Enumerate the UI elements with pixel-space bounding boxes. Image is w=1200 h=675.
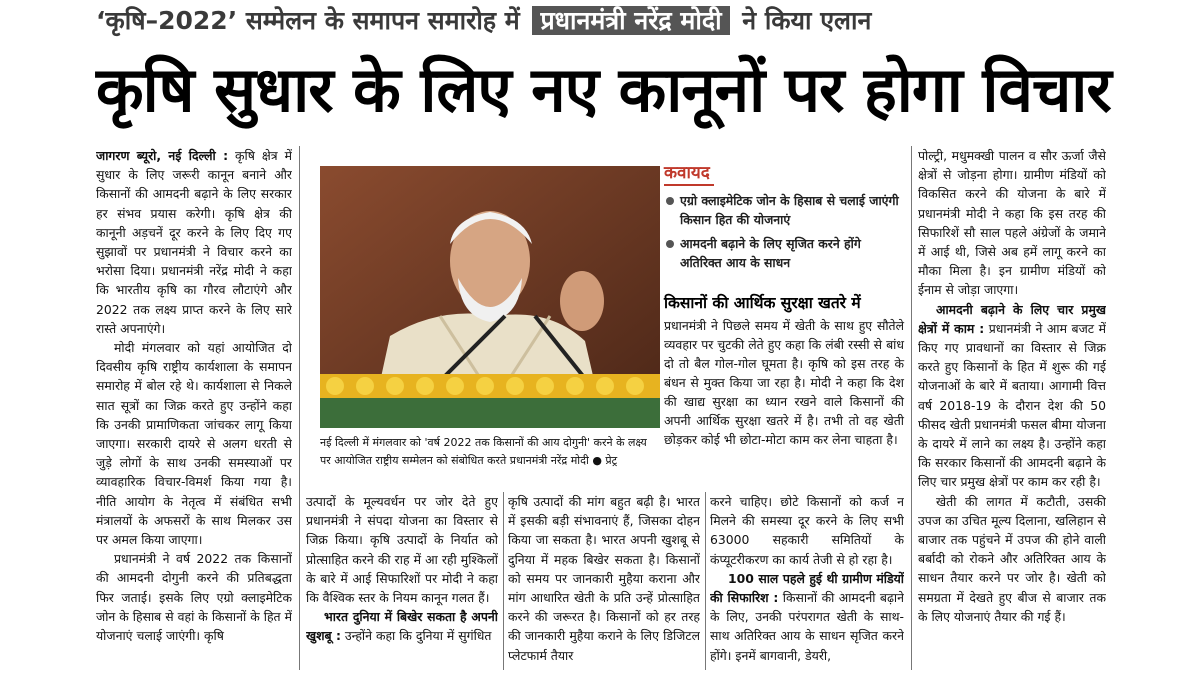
sidebox: [664, 162, 904, 278]
byline: जागरण ब्यूरो, नई दिल्ली :: [96, 148, 229, 163]
kicker-line: [96, 4, 1106, 38]
kicker-after: ने किया एलान: [742, 6, 872, 35]
col5-subhead: आमदनी बढ़ाने के लिए चार प्रमुख क्षेत्रों में काम :: [918, 301, 1106, 336]
col1-p1-text: कृषि क्षेत्र में सुधार के लिए जरूरी कानून बनाने और किसानों की आमदनी बढ़ाने के लिए सरकार हर संभव प्रयास करेगी। कृषि क्षेत्र की कानूनी अड़चनें दूर करने के लिए दिए गए सुझावों पर प्रधानमंत्री ने विचार करने का भरोसा दिया। प्रधानमंत्री नरेंद्र मोदी ने कहा कि भारतीय कृषि का गौरव लौटाएंगे और 2022 तक लक्ष्य प्राप्त करने के लिए सारे रास्ते अपनाएंगे।: [96, 148, 292, 336]
col5-p2-text: प्रधानमंत्री ने आम बजट में किए गए प्रावधानों का विस्तार से जिक्र करते हुए किसानों के हित में शुरू की गई योजनाओं के बारे में बताया। आगामी वित्त वर्ष 2018-19 के दौरान देश की 50 फीसद खेती प्रधानमंत्री फसल बीमा योजना के दायरे में लाने का लक्ष्य है। उन्होंने कहा कि सरकार किसानों की आमदनी बढ़ाने के लिए चार प्रमुख क्षेत्रों पर काम कर रही है।: [918, 320, 1106, 490]
column-3: [508, 492, 700, 672]
column-rule: [299, 146, 300, 670]
col4-p1: करने चाहिए। छोटे किसानों को कर्ज न मिलने की समस्या दूर करने के लिए सभी 63000 सहकारी समितियों के कंप्यूटरीकरण का कार्य तेजी से हो रहा है।: [710, 494, 904, 567]
column-rule: [705, 492, 706, 670]
column-rule: [911, 146, 912, 670]
inner-story-headline: किसानों की आर्थिक सुरक्षा खतरे में: [664, 294, 861, 312]
list-item: आमदनी बढ़ाने के लिए सृजित करने होंगे अतिरिक्त आय के साधन: [664, 235, 904, 272]
speaker-image: [320, 166, 660, 428]
headline: कृषि सुधार के लिए नए कानूनों पर होगा विचार: [96, 53, 1111, 126]
col2-subhead: भारत दुनिया में बिखेर सकता है अपनी खुशबू :: [306, 609, 498, 644]
col1-p3: प्रधानमंत्री ने वर्ष 2022 तक किसानों की आमदनी दोगुनी करने की प्रतिबद्धता फिर जताई। इसके लिए एग्रो क्लाइमेटिक जोन के हिसाब से वहां के किसानों के हित में योजनाएं चलाई जाएंगी। कृषि: [96, 551, 292, 644]
kicker-highlight: प्रधानमंत्री नरेंद्र मोदी: [532, 6, 729, 35]
col4-subhead: 100 साल पहले हुई थी ग्रामीण मंडियों की सिफारिश :: [710, 570, 904, 606]
sidebox-tag: कवायद: [664, 162, 714, 186]
column-5: [918, 146, 1106, 672]
kicker-before: ‘कृषि–2022’ सम्मेलन के समापन समारोह में: [96, 6, 520, 35]
column-4: [710, 492, 904, 672]
col5-p2: [918, 300, 1106, 492]
column-2: [306, 492, 498, 672]
col2-p2-text: उन्होंने कहा कि दुनिया में सुगंधित: [344, 628, 492, 644]
photo-caption: नई दिल्ली में मंगलवार को 'वर्ष 2022 तक किसानों की आय दोगुनी' करने के लक्ष्य पर आयोजित राष्ट्रीय सम्मेलन को संबोधित करते प्रधानमंत्री नरेंद्र मोदी ● प्रेट्र: [320, 436, 647, 467]
col3-p1: कृषि उत्पादों की मांग बहुत बढ़ी है। भारत में इसकी बड़ी संभावनाएं हैं, जिसका दोहन किया जा सकता है। भारत अपनी खुशबू से दुनिया में महक बिखेर सकता है। किसानों को समय पर जानकारी मुहैया कराना और मांग आधारित खेती के प्रति उन्हें प्रोत्साहित करने की जरूरत है। किसानों को हर तरह की जानकारी मुहैया कराने के लिए डिजिटल प्लेटफार्म तैयार: [508, 494, 700, 663]
col1-p1: [96, 146, 292, 338]
column-rule: [503, 492, 504, 670]
speech-photo: [320, 166, 660, 428]
col4-p2: [710, 569, 904, 665]
col2-p1: उत्पादों के मूल्यवर्धन पर जोर देते हुए प्रधानमंत्री ने संपदा योजना का विस्तार से जिक्र किया। कृषि उत्पादों के निर्यात को प्रोत्साहित करने की राह में आ रही मुश्किलों के बारे में आई सिफारिशों पर मोदी ने कहा कि वैश्विक स्तर के नियम कानून गलत हैं।: [306, 494, 498, 606]
list-item: एग्रो क्लाइमेटिक जोन के हिसाब से चलाई जाएंगी किसान हित की योजनाएं: [664, 192, 904, 229]
sidebox-list: [664, 192, 904, 272]
column-1: [96, 146, 292, 672]
inner-story-body: प्रधानमंत्री ने पिछले समय में खेती के साथ हुए सौतेले व्यवहार पर चुटकी लेते हुए कहा कि लंबी रस्सी से बांध दो तो बैल गोल-गोल घूमता है। कृषि को इस तरह के बंधन से मुक्त किया जा रहा है। मोदी ने कहा कि देश की खाद्य सुरक्षा का ध्यान रखने वाले किसानों की अपनी आर्थिक सुरक्षा खतरे में है। तभी तो वह खेती छोड़कर कोई भी छोटा-मोटा काम कर लेना चाहता है।: [664, 318, 904, 447]
col5-p1: पोल्ट्री, मधुमक्खी पालन व सौर ऊर्जा जैसे क्षेत्रों से जोड़ना होगा। ग्रामीण मंडियों को विकसित करने की योजना के बारे में प्रधानमंत्री मोदी ने कहा कि इस तरह की सिफारिशें सौ साल पहले अंग्रेजों के जमाने में आई थी, जिसे अब हमें लागू करने का मौका मिला है। इन ग्रामीण मंडियों को ईनाम से जोड़ा जाएगा।: [918, 148, 1106, 298]
col2-p2: [306, 607, 498, 645]
col4-p2-text: किसानों की आमदनी बढ़ाने के लिए, उनकी परंपरागत खेती के साथ-साथ अतिरिक्त आय के साधन सृजित करने होंगे। इनमें बागवानी, डेयरी,: [710, 590, 904, 663]
col1-p2: मोदी मंगलवार को यहां आयोजित दो दिवसीय कृषि राष्ट्रीय कार्यशाला के समापन समारोह में बोल रहे थे। कार्यशाला से निकले सात सूत्रों का जिक्र करते हुए उन्होंने कहा कि उनकी प्रामाणिकता जांचकर लागू किया जाएगा। सरकारी दायरे से अलग धरती से जुड़े लोगों के साथ उनकी समस्याओं पर व्यावहारिक विचार-विमर्श किया गया है। नीति आयोग के नेतृत्व में संबंधित सभी मंत्रालयों के अफसरों के साथ मिलकर उस पर अमल किया जाएगा।: [96, 340, 292, 548]
col5-p3: खेती की लागत में कटौती, उसकी उपज का उचित मूल्य दिलाना, खलिहान से बाजार तक पहुंचने में उपज की होने वाली बर्बादी को रोकने और अतिरिक्त आय के साधन तैयार करने पर जोर है। खेती को समग्रता में देखते हुए बीज से बाजार तक के लिए योजनाएं तैयार की गई हैं।: [918, 493, 1106, 624]
